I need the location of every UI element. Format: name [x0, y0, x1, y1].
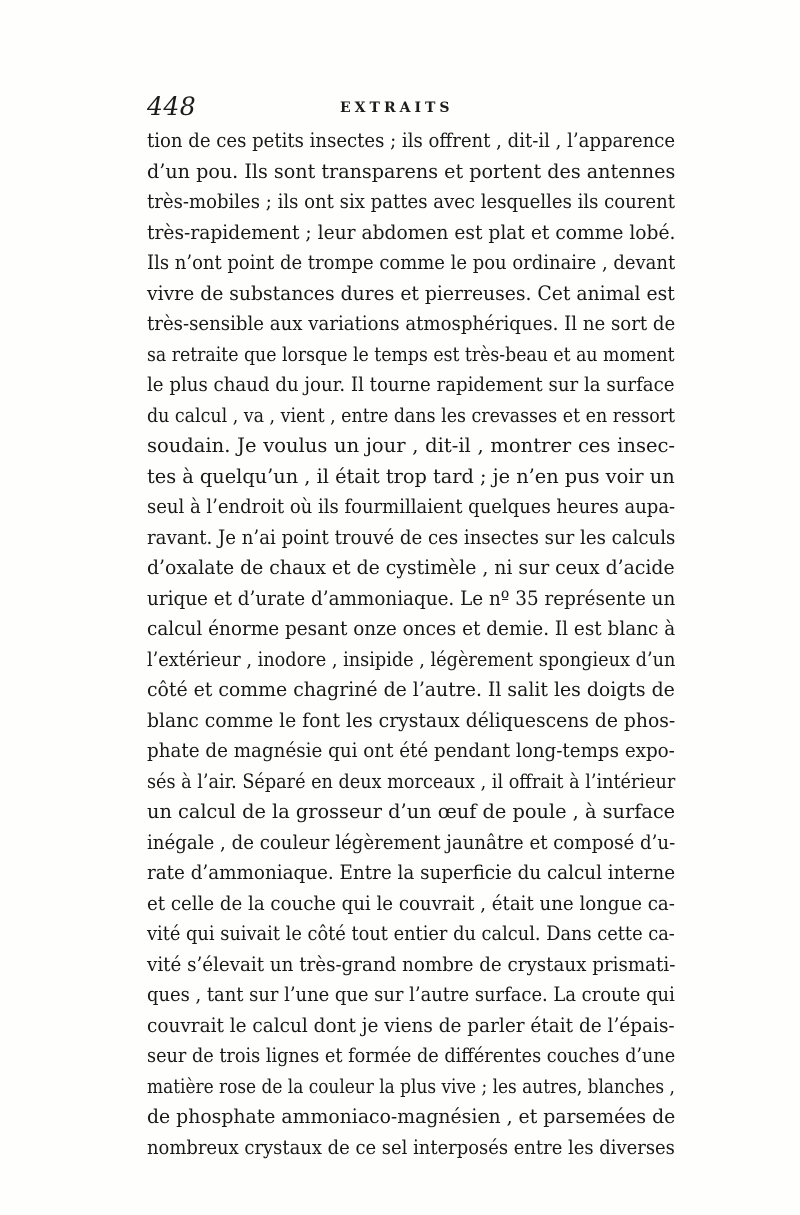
text-line: ravant. Je n’ai point trouvé de ces insectes sur les calculs: [147, 525, 676, 549]
text-line: urique et d’urate d’ammoniaque. Le nº 35 représente un: [147, 586, 676, 610]
text-line: inégale , de couleur légèrement jaunâtre et composé d’u-: [147, 830, 676, 854]
text-line: nombreux crystaux de ce sel interposés entre les diverses: [147, 1135, 675, 1159]
text-line: très-rapidement ; leur abdomen est plat et comme lobé.: [147, 220, 676, 244]
text-line: du calcul , va , vient , entre dans les crevasses et en ressort: [147, 403, 676, 427]
page-number: 448: [147, 92, 197, 121]
text-line: calcul énorme pesant onze onces et demie. Il est blanc à: [147, 617, 676, 640]
text-line: sés à l’air. Séparé en deux morceaux , il offrait à l’intérieur: [147, 769, 676, 793]
text-line: blanc comme le font les crystaux déliquescens de phos-: [147, 708, 676, 732]
text-line: seul à l’endroit où ils fourmillaient quelques heures aupa-: [147, 495, 676, 518]
text-line: couvrait le calcul dont je viens de parler était de l’épais-: [147, 1013, 675, 1037]
text-line: l’extérieur , inodore , insipide , légèrement spongieux d’un: [147, 647, 676, 671]
text-line: et celle de la couche qui le couvrait , était une longue ca-: [147, 891, 675, 915]
text-line: un calcul de la grosseur d’un œuf de poule , à surface: [147, 800, 676, 823]
text-line: d’un pou. Ils sont transparens et portent des antennes: [147, 159, 676, 183]
text-line: seur de trois lignes et formée de différentes couches d’une: [147, 1044, 676, 1067]
text-line: matière rose de la couleur la plus vive ; les autres, blanches ,: [147, 1074, 675, 1098]
running-head: EXTRAITS: [340, 100, 454, 116]
text-line: très-mobiles ; ils ont six pattes avec lesquelles ils courent: [147, 190, 676, 213]
text-line: d’oxalate de chaux et de cystimèle , ni sur ceux d’acide: [147, 556, 675, 579]
text-line: côté et comme chagriné de l’autre. Il salit les doigts de: [147, 678, 675, 701]
text-line: sa retraite que lorsque le temps est très-beau et au moment: [147, 342, 675, 366]
text-line: vivre de substances dures et pierreuses. Cet animal est: [147, 281, 675, 305]
body-text: [147, 126, 675, 1163]
text-line: le plus chaud du jour. Il tourne rapidement sur la surface: [147, 373, 675, 396]
text-line: Ils n’ont point de trompe comme le pou ordinaire , devant: [147, 251, 676, 274]
text-line: vité s’élevait un très-grand nombre de crystaux prismati-: [147, 952, 676, 976]
text-line: vité qui suivait le côté tout entier du calcul. Dans cette ca-: [147, 922, 675, 945]
text-line: phate de magnésie qui ont été pendant long-temps expo-: [147, 739, 675, 762]
text-line: tes à quelqu’un , il était trop tard ; je n’en pus voir un: [147, 464, 675, 488]
text-line: soudain. Je voulus un jour , dit-il , montrer ces insec-: [147, 434, 675, 457]
text-line: de phosphate ammoniaco-magnésien , et parsemées de: [147, 1105, 676, 1128]
page-header: [147, 90, 675, 124]
text-line: très-sensible aux variations atmosphériques. Il ne sort de: [147, 312, 676, 335]
text-line: ques , tant sur l’une que sur l’autre surface. La croute qui: [147, 983, 675, 1006]
text-line: tion de ces petits insectes ; ils offrent , dit-il , l’apparence: [147, 129, 676, 152]
text-line: rate d’ammoniaque. Entre la superficie du calcul interne: [147, 861, 676, 884]
